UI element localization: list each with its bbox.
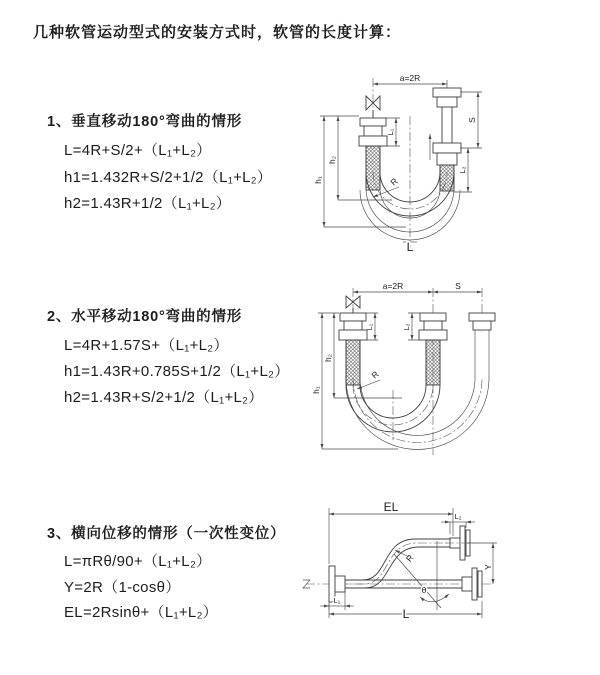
dimension-label-a2r: a=2R (399, 73, 421, 83)
dimension-label-h2: h₂ (323, 353, 333, 363)
section-2-formula-h1: h1=1.43R+0.785S+1/2（L₁+L₂） (64, 363, 290, 380)
dimension-label-s: S (455, 281, 461, 291)
middle-braided-hose (426, 340, 440, 385)
section-3-heading: 3、横向位移的情形（一次性变位） (47, 526, 286, 542)
s-curve-hose (340, 539, 450, 588)
dimension-label-y: Y (483, 564, 493, 570)
dimension-el (329, 500, 453, 564)
diagram-vertical-180-bend (312, 72, 596, 256)
section-1-formula-h1: h1=1.432R+S/2+1/2（L₁+L₂） (64, 169, 273, 186)
right-flange-fitting (462, 568, 482, 600)
page-title: 几种软管运动型式的安装方式时，软管的长度计算： (33, 24, 402, 41)
section-1-formula-h2: h2=1.43R+1/2（L₁+L₂） (64, 195, 232, 212)
dimension-length (329, 601, 482, 621)
radius-label: R (369, 368, 381, 381)
radius-leader (395, 550, 416, 564)
dimension-label-l1: L₁ (365, 323, 374, 331)
dimension-label-length: L (402, 607, 410, 621)
dimension-label-s: S (467, 117, 477, 123)
right-flange-fitting (433, 88, 461, 165)
diagram-horizontal-180-bend (310, 283, 600, 463)
section-1-heading: 1、垂直移动180°弯曲的情形 (47, 114, 243, 130)
diagram-lateral-displacement (300, 498, 600, 632)
u-bend-displaced (346, 378, 489, 450)
section-3-formula-l: L=πRθ/90+（L₁+L₂） (64, 553, 212, 570)
dimension-label-l2: L₂ (454, 512, 462, 521)
dimension-l2 (402, 313, 420, 340)
section-3-formula-el: EL=2Rsinθ+（L₁+L₂） (64, 604, 218, 621)
section-1-formula-l: L=4R+S/2+（L₁+L₂） (64, 142, 212, 159)
left-braided-hose (366, 146, 380, 190)
u-bend-original (346, 340, 440, 432)
left-flange-fitting (359, 118, 387, 146)
dimension-label-l1: L₁ (333, 596, 341, 605)
dimension-label-a2r: a=2R (382, 281, 404, 291)
dimension-label-l1: L₁ (386, 128, 395, 136)
dimension-label-l2: L₂ (402, 323, 411, 331)
section-2-heading: 2、水平移动180°弯曲的情形 (47, 309, 243, 325)
dimension-a2r (353, 281, 433, 292)
dimension-label-h1: h₁ (311, 386, 321, 394)
theta-label: θ (421, 585, 427, 595)
section-2-formula-l: L=4R+1.57S+（L₁+L₂） (64, 337, 229, 354)
dimension-s (433, 281, 482, 292)
dimension-label-el: EL (383, 500, 399, 514)
left-flange-fitting (339, 313, 367, 340)
dimension-s (460, 92, 482, 148)
dimension-l1 (320, 592, 354, 610)
dimension-l1 (386, 118, 400, 146)
dimension-label-l2: L₂ (458, 166, 467, 174)
radius-label: R (388, 175, 400, 188)
right-flange-fitting (469, 313, 495, 378)
angle-construction (394, 541, 449, 610)
middle-flange-fitting (419, 313, 447, 340)
radius-label: R (403, 552, 416, 564)
section-3-formula-y: Y=2R（1-cosθ） (64, 579, 181, 596)
dimension-label-h2: h₂ (327, 155, 337, 165)
dimension-a2r (373, 73, 447, 84)
section-2-formula-h2: h2=1.43R+S/2+1/2（L₁+L₂） (64, 389, 264, 406)
length-label: L (406, 240, 414, 254)
dimension-label-h1: h₁ (313, 176, 323, 184)
dimension-h2 (323, 313, 402, 398)
